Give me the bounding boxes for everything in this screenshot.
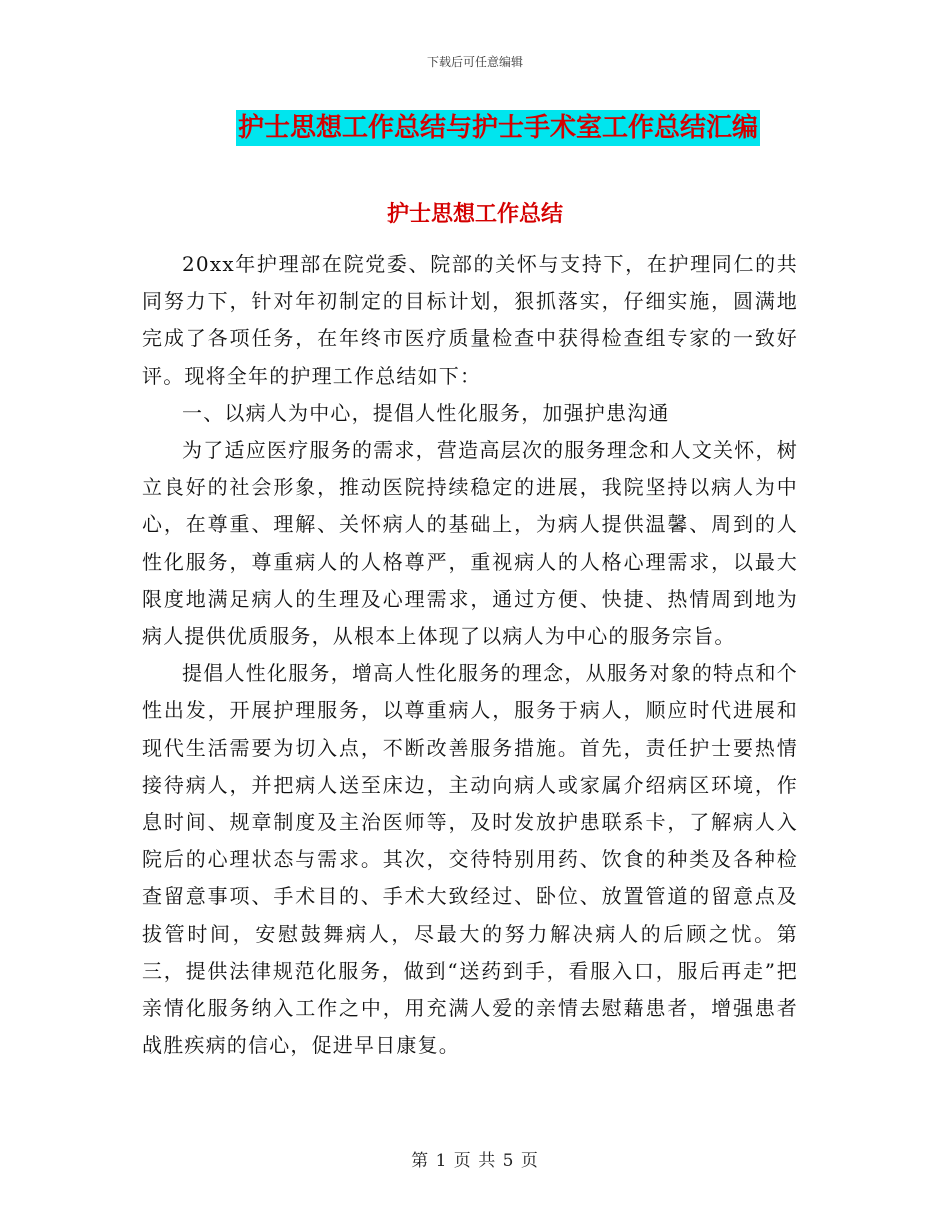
section-title: 护士思想工作总结 — [386, 202, 563, 227]
title-container — [0, 110, 950, 146]
paragraph-3: 提倡人性化服务，增高人性化服务的理念，从服务对象的特点和个性出发，开展护理服务，以尊重病人，服务于病人，顺应时代进展和现代生活需要为切入点，不断改善服务措施。首先，责任护士要热情接待病人，并把病人送至床边，主动向病人或家属介绍病区环境，作息时间、规章制度及主治医师等，及时发放护患联系卡，了解病人入院后的心理状态与需求。其次，交待特别用药、饮食的种类及各种检查留意事项、手术目的、手术大致经过、卧位、放置管道的留意点及拔管时间，安慰鼓舞病人，尽最大的努力解决病人的后顾之忧。第三，提供法律规范化服务，做到“送药到手，看服入口，服后再走”把亲情化服务纳入工作之中，用充满人爱的亲情去慰藉患者，增强患者战胜疾病的信心，促进早日康复。 — [142, 661, 798, 1058]
header-note: 下载后可任意编辑 — [426, 55, 523, 69]
document-body — [142, 246, 798, 1064]
paragraph-2: 为了适应医疗服务的需求，营造高层次的服务理念和人文关怀，树立良好的社会形象，推动医院持续稳定的进展，我院坚持以病人为中心，在尊重、理解、关怀病人的基础上，为病人提供温馨、周到的人性化服务，尊重病人的人格尊严，重视病人的人格心理需求，以最大限度地满足病人的生理及心理需求，通过方便、快捷、热情周到地为病人提供优质服务，从根本上体现了以病人为中心的服务宗旨。 — [142, 438, 798, 649]
document-title: 护士思想工作总结与护士手术室工作总结汇编 — [236, 110, 760, 146]
paragraph-heading-1: 一、以病人为中心，提倡人性化服务，加强护患沟通 — [182, 400, 670, 425]
page-number: 第 1 页 共 5 页 — [411, 1151, 539, 1171]
paragraph-intro: 20xx年护理部在院党委、院部的关怀与支持下，在护理同仁的共同努力下，针对年初制定的目标计划，狠抓落实，仔细实施，圆满地完成了各项任务，在年终市医疗质量检查中获得检查组专家的一致好评。现将全年的护理工作总结如下： — [142, 252, 798, 388]
